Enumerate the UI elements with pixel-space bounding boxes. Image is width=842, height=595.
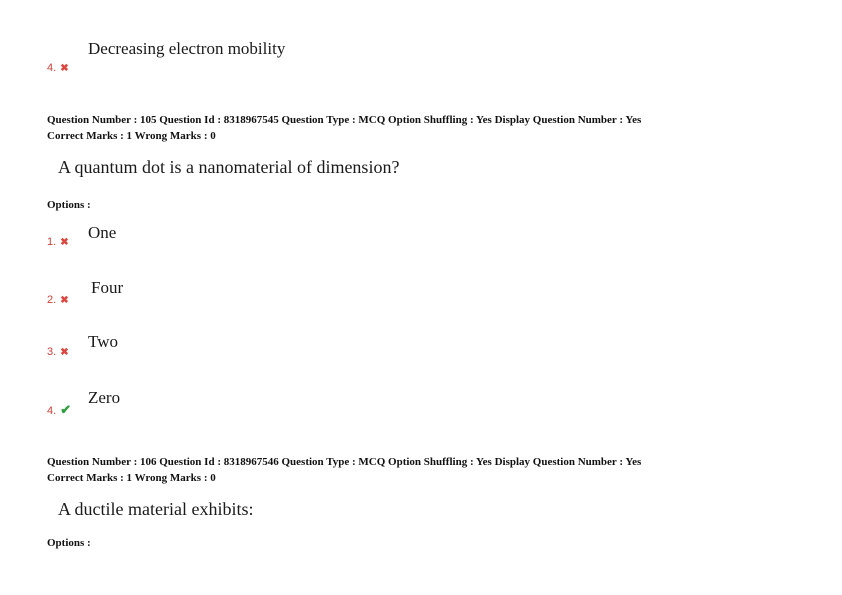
option-number-label: 1. <box>47 236 57 248</box>
question-meta: Question Number : 105 Question Id : 8318967545 Question Type : MCQ Option Shuffling : Yes Display Question Number : Yes <box>47 114 642 126</box>
option-number-label: 3. <box>47 346 57 358</box>
option-number <box>47 346 69 358</box>
option-number <box>47 236 69 248</box>
option-number <box>47 294 69 306</box>
option-text: Two <box>88 332 118 351</box>
option-text: One <box>88 223 117 242</box>
option-text: Zero <box>88 388 121 407</box>
cross-icon: ✖ <box>60 295 69 306</box>
option-number-label: 2. <box>47 294 57 306</box>
option-text: Decreasing electron mobility <box>88 39 286 58</box>
option-number-label: 4. <box>47 405 57 417</box>
question-text: A ductile material exhibits: <box>58 499 254 519</box>
options-label: Options : <box>47 199 91 211</box>
option-text: Four <box>91 278 124 297</box>
cross-icon: ✖ <box>60 63 69 74</box>
question-text: A quantum dot is a nanomaterial of dimension? <box>58 157 400 177</box>
options-label: Options : <box>47 537 91 549</box>
cross-icon: ✖ <box>60 237 69 248</box>
option-number-label: 4. <box>47 62 57 74</box>
cross-icon: ✖ <box>60 347 69 358</box>
question-marks: Correct Marks : 1 Wrong Marks : 0 <box>47 130 216 142</box>
question-marks: Correct Marks : 1 Wrong Marks : 0 <box>47 472 216 484</box>
check-icon: ✔ <box>60 402 72 417</box>
option-number <box>47 402 71 418</box>
option-number <box>47 62 69 74</box>
question-meta: Question Number : 106 Question Id : 8318967546 Question Type : MCQ Option Shuffling : Yes Display Question Number : Yes <box>47 456 642 468</box>
